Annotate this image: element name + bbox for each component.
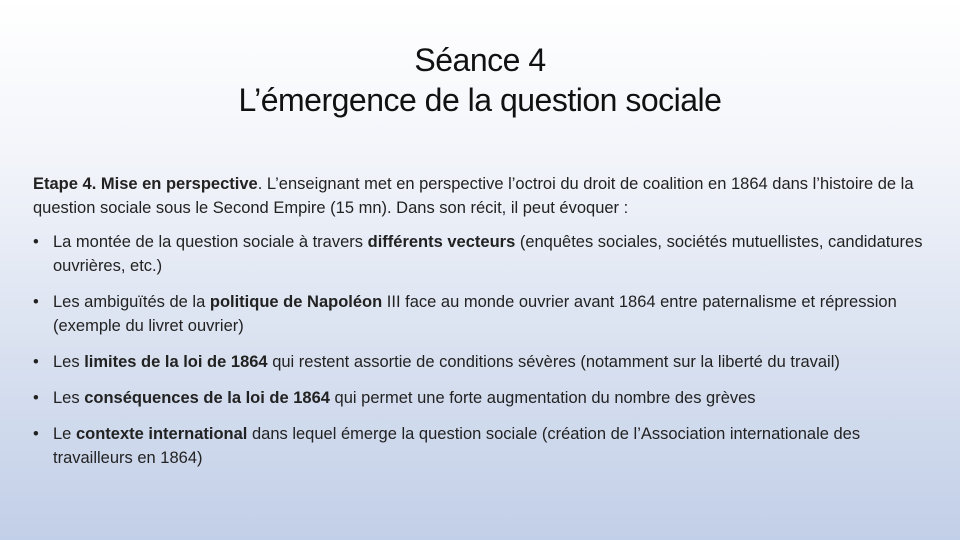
- item-text-after: qui permet une forte augmentation du nombre des grèves: [329, 389, 756, 407]
- list-item: [33, 230, 938, 278]
- list-item: [33, 350, 938, 374]
- item-text-after: (enquêtes sociales, sociétés mutuellistes, candidatures ouvrières, etc.): [53, 233, 923, 275]
- item-text-before: Les ambiguïtés de la: [53, 293, 210, 311]
- bullet-icon: •: [33, 389, 39, 407]
- slide-body: [33, 172, 938, 482]
- item-text-bold: différents vecteurs: [367, 233, 516, 251]
- bullet-icon: •: [33, 353, 39, 371]
- list-item: [33, 422, 938, 470]
- item-text-bold: contexte international: [75, 425, 248, 443]
- item-text-bold: conséquences de la loi de 1864: [84, 389, 330, 407]
- intro-text: . L’enseignant met en perspective l’octroi du droit de coalition en 1864 dans l’histoire de la question sociale sous le Second Empire (15 mn). Dans son récit, il peut évoquer :: [33, 175, 914, 217]
- item-text-after: qui restent assortie de conditions sévères (notamment sur la liberté du travail): [267, 353, 840, 371]
- item-text-before: Le: [53, 425, 76, 443]
- bullet-icon: •: [33, 233, 39, 251]
- intro-paragraph: [33, 172, 938, 220]
- bullet-icon: •: [33, 293, 39, 311]
- list-item: [33, 290, 938, 338]
- intro-step-label: Etape 4. Mise en perspective: [33, 175, 258, 193]
- item-text-after: III face au monde ouvrier avant 1864 entre paternalisme et répression (exemple du livret ouvrier): [53, 293, 897, 335]
- item-text-bold: politique de Napoléon: [209, 293, 383, 311]
- list-item: [33, 386, 938, 410]
- slide-title: [0, 40, 960, 120]
- item-text-before: Les: [53, 389, 85, 407]
- title-line-topic: L’émergence de la question sociale: [238, 82, 722, 118]
- item-text-after: dans lequel émerge la question sociale (création de l’Association internationale des travailleurs en 1864): [53, 425, 861, 467]
- title-line-session: Séance 4: [414, 42, 546, 78]
- item-text-bold: limites de la loi de 1864: [84, 353, 268, 371]
- item-text-before: Les: [53, 353, 85, 371]
- item-text-before: La montée de la question sociale à travers: [53, 233, 368, 251]
- bullet-icon: •: [33, 425, 39, 443]
- points-list: [33, 230, 938, 470]
